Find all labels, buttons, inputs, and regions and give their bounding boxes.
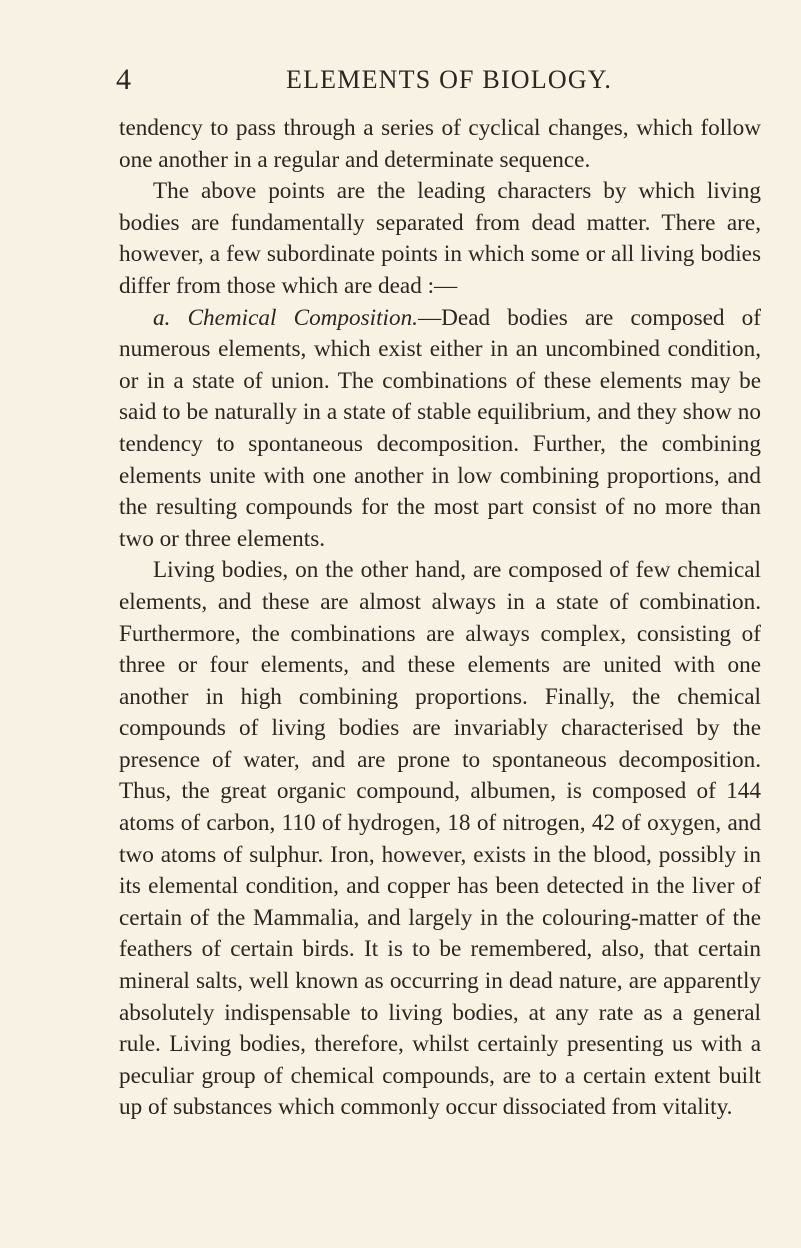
paragraph-living-bodies: Living bodies, on the other hand, are composed of few chemical elements, and these are almost always in a state of combination. Furthermore, the combinations are always complex, consisting of three or four elements, and these elements are united with one another in high combining proportions. Finally, the chemical compounds of living bodies are invariably characterised by the presence of water, and are prone to spontaneous decomposition. Thus, the great organic compound, albumen, is composed of 144 atoms of carbon, 110 of hydrogen, 18 of nitrogen, 42 of oxygen, and two atoms of sulphur. Iron, however, exists in the blood, possibly in its elemental condition, and copper has been detected in the liver of certain of the Mammalia, and largely in the colouring-matter of the feathers of certain birds. It is to be remembered, also, that certain mineral salts, well known as occurring in dead nature, are apparently absolutely indispensable to living bodies, at any rate as a general rule. Living bodies, therefore, whilst certainly presenting us with a peculiar group of chemical compounds, are to a certain extent built up of substances which commonly occur dissociated from vitality. xyxy=(119,557,761,1121)
section-label-chemical-composition: a. Chemical Composition. xyxy=(153,304,418,331)
body-text xyxy=(119,113,761,1124)
page-header xyxy=(116,62,761,102)
paragraph-chemical-composition xyxy=(119,303,761,556)
paragraph-continuation: tendency to pass through a series of cyclical changes, which follow one another in a regular and determinate sequence. xyxy=(119,115,761,173)
paragraph-subordinate-points: The above points are the leading characters by which living bodies are fundamentally separated from dead matter. There are, however, a few subordinate points in which some or all living bodies differ from those which are dead :— xyxy=(119,178,761,299)
page-number: 4 xyxy=(116,63,131,96)
running-title: ELEMENTS OF BIOLOGY. xyxy=(286,65,613,94)
chemical-composition-text: —Dead bodies are composed of numerous elements, which exist either in an uncombined condition, or in a state of union. The combinations of these elements may be said to be naturally in a state of stable equilibrium, and they show no tendency to spontaneous decomposition. Further, the combining elements unite with one another in low combining proportions, and the resulting compounds for the most part consist of no more than two or three elements. xyxy=(119,304,761,552)
